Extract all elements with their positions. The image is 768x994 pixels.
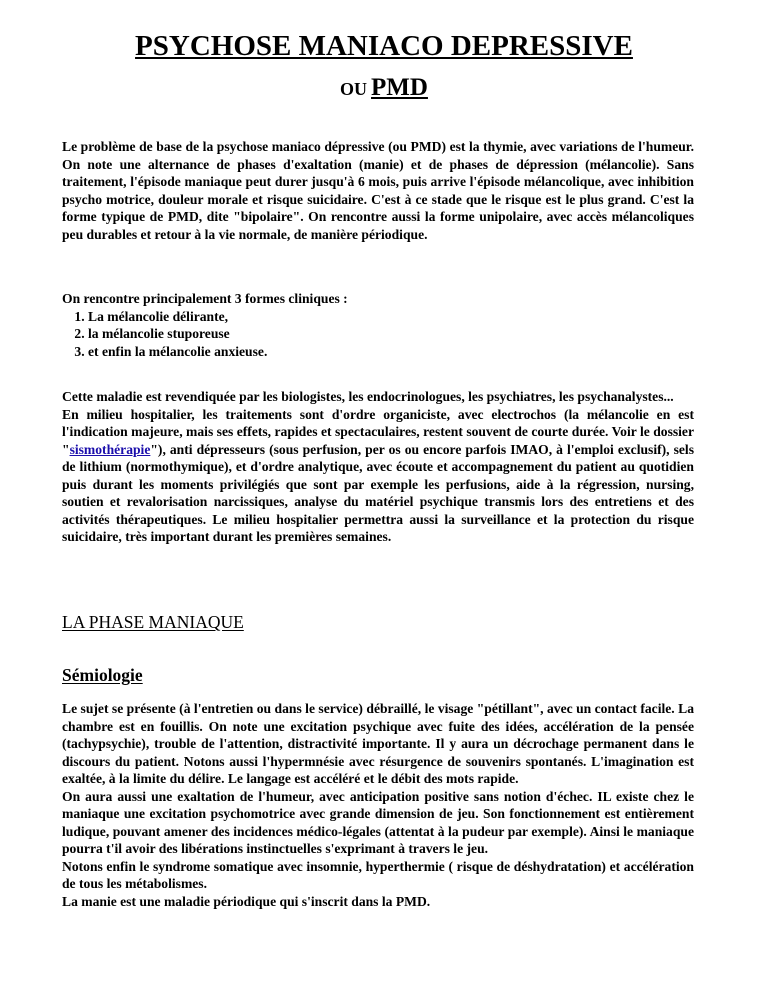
list-item: 2. la mélancolie stuporeuse <box>88 325 694 343</box>
document-subtitle <box>0 72 768 107</box>
semiology-paragraph-2: On aura aussi une exaltation de l'humeur, avec anticipation positive sans notion d'échec. IL existe chez le maniaque une excitation psychomotrice avec grande dimension de jeu. Son fonctionnement est entièrement ludique, pouvant amener des incidences médico-légales (attentat à la pudeur par exemple). Ainsi le maniaque pourra t'il avoir des libérations instinctuelles s'exprimant à travers le jeu. <box>62 788 694 856</box>
semiology-paragraph-4: La manie est une maladie périodique qui s'inscrit dans la PMD. <box>62 893 431 909</box>
treatment-paragraph-1: Cette maladie est revendiquée par les biologistes, les endocrinologues, les psychiatres, les psychanalystes... <box>62 389 674 404</box>
subtitle-prefix: OU <box>340 79 368 99</box>
semiology-paragraph-3: Notons enfin le syndrome somatique avec insomnie, hyperthermie ( risque de déshydratation) et accélération de tous les métabolismes. <box>62 858 694 891</box>
sismotherapie-link[interactable]: sismothérapie <box>69 441 151 457</box>
treatment-text-after-link: "), anti dépresseurs (sous perfusion, per os ou encore parfois IMAO, à l'emploi exclusif), sels de lithium (normothymique), et d'ordre analytique, avec écoute et accompagnement du patient au quotidien puis durant les moments privilégiés que sont par exemple les perfusions, aide à la régression, nursing, soutien et revalorisation narcissiques, analyse du matériel psychique transmis lors des entretiens et des activités thérapeutiques. Le milieu hospitalier permettra aussi la surveillance et la protection du risque suicidaire, très important durant les premières semaines. <box>62 441 694 544</box>
treatment-block <box>62 388 694 546</box>
subsection-title-semiology: Sémiologie <box>62 665 143 685</box>
clinical-forms-intro: On rencontre principalement 3 formes cliniques : <box>62 291 348 306</box>
intro-paragraph: Le problème de base de la psychose maniaco dépressive (ou PMD) est la thymie, avec variations de l'humeur. On note une alternance de phases d'exaltation (manie) et de phases de dépression (mélancolie). Sans traitement, l'épisode maniaque peut durer jusqu'à 6 mois, puis arrive l'épisode mélancolique, avec inhibition psycho motrice, douleur morale et risque suicidaire. C'est à ce stade que le risque est le plus grand. C'est la forme typique de PMD, dite "bipolaire". On rencontre aussi la forme unipolaire, avec accès mélancoliques peu durables et retour à la vie normale, de manière périodique. <box>62 139 694 242</box>
semiology-block <box>62 700 694 910</box>
section-title-manic-phase: LA PHASE MANIAQUE <box>62 612 244 632</box>
document-title: PSYCHOSE MANIACO DEPRESSIVE <box>135 30 633 62</box>
clinical-forms-list <box>62 308 694 361</box>
semiology-paragraph-1: Le sujet se présente (à l'entretien ou dans le service) débraillé, le visage "pétillant", avec un contact facile. La chambre est en fouillis. On note une excitation psychique avec fuite des idées, accélération de la pensée (tachypsychie), trouble de l'attention, distractivité importante. Il y aura un décrochage permanent dans le discours du patient. Notons aussi l'hypermnésie avec résurgence de souvenirs spontanés. L'imagination est exaltée, à la limite du délire. Le langage est accéléré et le débit des mots rapide. <box>62 701 694 786</box>
clinical-forms-block <box>62 290 694 360</box>
treatment-paragraph-2 <box>62 406 694 546</box>
subtitle-main: PMD <box>371 74 428 101</box>
treatment-text-before-link: En milieu hospitalier, les traitements sont d'ordre organiciste, avec electrochos (la mélancolie en est l'indication majeure, mais ses effets, rapides et spectaculaires, restent souvent de courte durée. Voir le dossier " <box>62 406 694 457</box>
list-item: 3. et enfin la mélancolie anxieuse. <box>88 343 694 361</box>
list-item: 1. La mélancolie délirante, <box>88 308 694 326</box>
